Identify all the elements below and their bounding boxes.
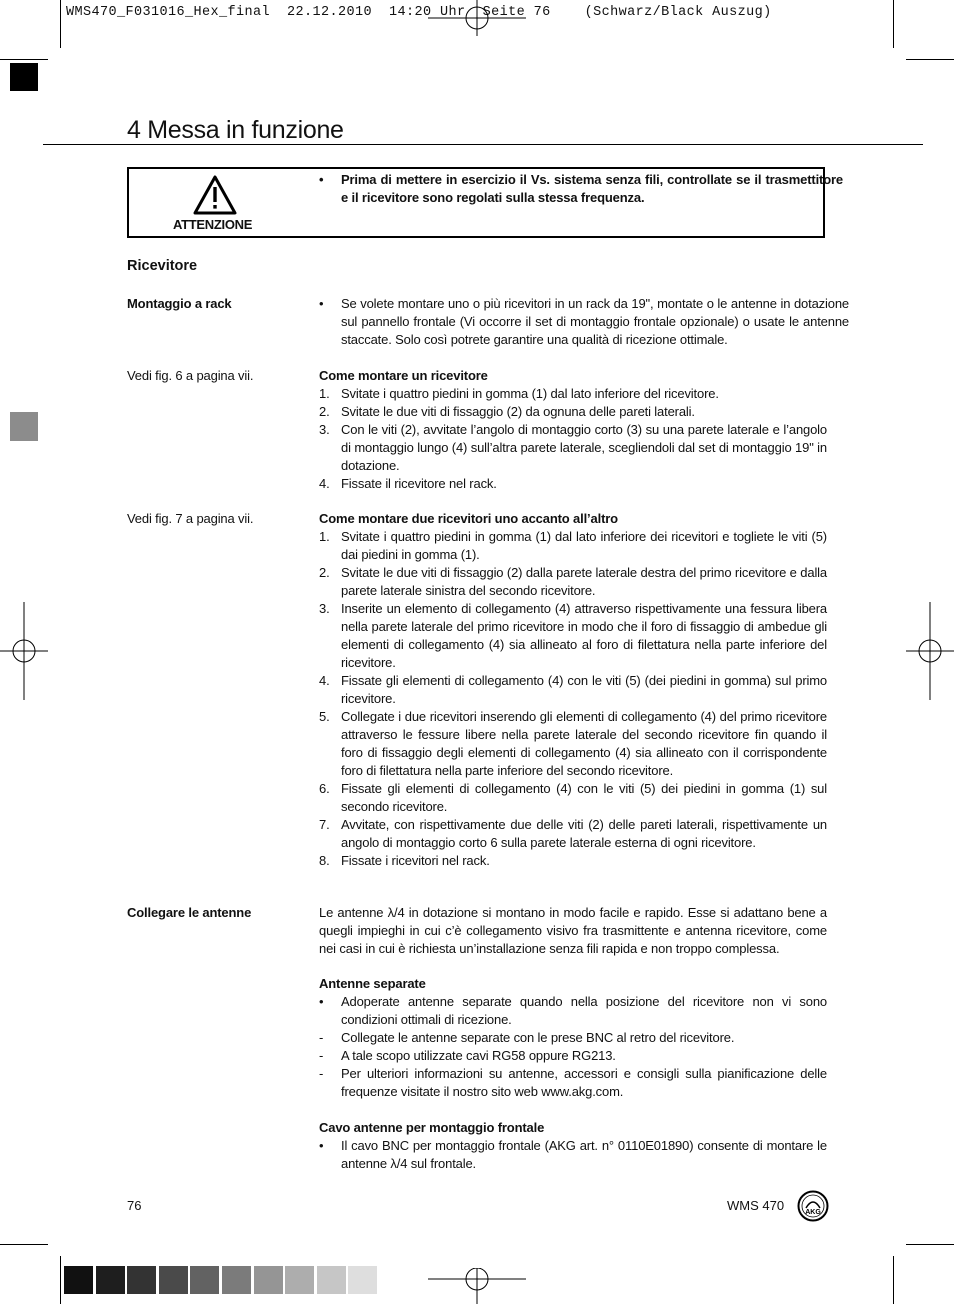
color-swatch [64, 1266, 93, 1294]
rack-bullet [319, 295, 849, 349]
thumb-tab-gray [10, 412, 38, 441]
model-name: WMS 470 [727, 1198, 785, 1213]
separate-antennas-heading: Antenne separate [319, 976, 426, 991]
registration-mark-bottom [428, 1268, 526, 1304]
list-item-text: Avvitate, con rispettivamente due delle viti (2) delle pareti laterali, rispettivamente un angolo di montaggio corto 6 sulla parete laterale esterna di ogni ricevitore. [341, 817, 827, 850]
list-marker: 4. [319, 476, 330, 491]
list-marker: 1. [319, 529, 330, 544]
list-marker: 2. [319, 404, 330, 419]
side-label-rack: Montaggio a rack [127, 296, 232, 311]
thumb-tab-black [10, 63, 38, 91]
side-label-antennas: Collegare le antenne [127, 905, 252, 920]
crop-mark [60, 0, 61, 48]
list-marker: - [319, 1066, 324, 1081]
list-marker: 6. [319, 781, 330, 796]
list-item-text: A tale scopo utilizzate cavi RG58 oppure RG213. [341, 1048, 616, 1063]
color-swatch [348, 1266, 377, 1294]
one-receiver-block [319, 367, 827, 493]
list-item-text: Fissate gli elementi di collegamento (4) con le viti (5) (dei piedini in gomma) sul primo ricevitore. [341, 673, 827, 706]
list-marker: 1. [319, 386, 330, 401]
step-item [319, 564, 827, 600]
color-swatch [254, 1266, 283, 1294]
list-item-text: Inserite un elemento di collegamento (4) attraverso rispettivamente una fessura libera nella parete laterale del primo ricevitore in modo che il foro di fissaggio di ambedue gli elementi di collegamento (4) sia allineato al foro di filettatura nella parte inferiore del ricevitore. [341, 601, 827, 670]
page-number: 76 [127, 1198, 142, 1213]
list-item-text: Per ulteriori informazioni su antenne, accessori e consigli sulla pianificazione delle frequenze visitate il nostro sito web www.akg.com. [341, 1066, 827, 1099]
page-title: 4 Messa in funzione [127, 116, 344, 144]
list-item-text: Collegate le antenne separate con le prese BNC al retro del ricevitore. [341, 1030, 735, 1045]
color-swatch [190, 1266, 219, 1294]
step-item [319, 528, 827, 564]
color-swatch [317, 1266, 346, 1294]
list-item-text: Fissate i ricevitori nel rack. [341, 853, 490, 868]
rack-text: Se volete montare uno o più ricevitori in un rack da 19", montate o le antenne in dotazione sul pannello frontale (Vi occorre il set di montaggio frontale opzionale) o usate le antenne staccate. Solo così potrete garantire una qualità di ricezione ottimale. [341, 296, 849, 347]
steps-list [319, 528, 827, 870]
section-heading: Ricevitore [127, 258, 198, 274]
list-marker: 4. [319, 673, 330, 688]
front-cable-bullet [319, 1137, 827, 1173]
color-swatch [222, 1266, 251, 1294]
bullet-marker: • [319, 994, 324, 1009]
crop-mark [893, 1256, 894, 1304]
list-marker: - [319, 1048, 324, 1063]
side-label-fig6: Vedi fig. 6 a pagina vii. [127, 368, 254, 383]
registration-mark-left [0, 602, 48, 700]
list-item-text: Svitate le due viti di fissaggio (2) da ognuna delle pareti laterali. [341, 404, 695, 419]
bullet-marker: • [319, 296, 324, 311]
dash-item [319, 1029, 827, 1047]
side-label-fig7: Vedi fig. 7 a pagina vii. [127, 511, 254, 526]
color-swatch [159, 1266, 188, 1294]
step-item [319, 816, 827, 852]
list-item-text: Svitate le due viti di fissaggio (2) dalla parete laterale destra del primo ricevitore e dalla parete laterale sinistra del secondo ricevitore. [341, 565, 827, 598]
step-item [319, 708, 827, 780]
registration-mark-right [906, 602, 954, 700]
color-swatch [96, 1266, 125, 1294]
list-item-text: Fissate il ricevitore nel rack. [341, 476, 497, 491]
list-marker: 3. [319, 601, 330, 616]
akg-logo-icon [797, 1190, 829, 1222]
steps-list [319, 385, 827, 493]
warning-label: ATTENZIONE [173, 217, 253, 232]
title-rule [43, 144, 923, 145]
two-receivers-heading: Come montare due ricevitori uno accanto all’altro [319, 511, 618, 526]
separate-antennas-text: Adoperate antenne separate quando nella posizione del ricevitore non vi sono condizioni ottimali di ricezione. [341, 994, 827, 1027]
list-marker: 3. [319, 422, 330, 437]
list-item-text: Svitate i quattro piedini in gomma (1) dal lato inferiore del ricevitore. [341, 386, 719, 401]
front-cable-text: Il cavo BNC per montaggio frontale (AKG art. n° 0110E01890) consente di montare le antenne λ/4 sul frontale. [341, 1138, 827, 1171]
crop-mark [906, 59, 954, 60]
svg-text:AKG: AKG [805, 1209, 821, 1216]
warning-text: Prima di mettere in esercizio il Vs. sistema senza fili, controllate se il trasmettitore e il ricevitore sono regolati sulla stessa frequenza. [341, 172, 843, 205]
crop-mark [893, 0, 894, 48]
bullet-marker: • [319, 1138, 324, 1153]
bullet-marker: • [319, 172, 324, 187]
list-item-text: Con le viti (2), avvitate l’angolo di montaggio corto (3) su una parete laterale e l’angolo di montaggio lungo (4) sull’altra parete laterale, scegliendoli dal set di montaggio 19" in dotazione. [341, 422, 827, 473]
crop-mark [0, 1244, 48, 1245]
list-marker: - [319, 1030, 324, 1045]
dash-item [319, 1047, 827, 1065]
separate-antennas-bullet [319, 993, 827, 1029]
dash-item [319, 1065, 827, 1101]
front-cable-heading: Cavo antenne per montaggio frontale [319, 1120, 545, 1135]
crop-mark [906, 1244, 954, 1245]
slug-line: WMS470_F031016_Hex_final 22.12.2010 14:20 Uhr Seite 76 (Schwarz/Black Auszug) [66, 5, 772, 20]
antenna-intro: Le antenne λ/4 in dotazione si montano in modo facile e rapido. Esse si adattano bene a quegli impieghi in cui c’è collegamento visivo fra trasmittente e antenna ricevitore, come nei casi in cui è richiesta un’installazione senza fili rapida e non troppo complessa. [319, 905, 827, 956]
step-item [319, 475, 827, 493]
step-item [319, 421, 827, 475]
list-item-text: Collegate i due ricevitori inserendo gli elementi di collegamento (4) del primo ricevitore attraverso le fessure libere nella parete laterale del secondo ricevitore fin quando il foro di fissaggio degli elementi di collegamento (4) sia allineato con il corrispondente foro di filettatura nella parte inferiore del secondo ricevitore. [341, 709, 827, 778]
list-marker: 5. [319, 709, 330, 724]
list-item-text: Fissate gli elementi di collegamento (4) con le viti (5) dei piedini in gomma (1) sul secondo ricevitore. [341, 781, 827, 814]
step-item [319, 403, 827, 421]
list-item-text: Svitate i quattro piedini in gomma (1) dal lato inferiore dei ricevitori e togliete le viti (5) dai piedini in gomma (1). [341, 529, 827, 562]
step-item [319, 852, 827, 870]
list-marker: 8. [319, 853, 330, 868]
warning-box [127, 167, 843, 238]
crop-mark [0, 59, 48, 60]
warning-bullet [319, 171, 843, 207]
dash-list [319, 1029, 827, 1101]
step-item [319, 672, 827, 708]
list-marker: 7. [319, 817, 330, 832]
antenna-block [319, 904, 827, 1173]
list-marker: 2. [319, 565, 330, 580]
akg-logo [797, 1190, 829, 1222]
step-item [319, 780, 827, 816]
two-receivers-block [319, 510, 827, 870]
registration-mark-top [428, 0, 526, 36]
crop-mark [60, 1256, 61, 1304]
step-item [319, 600, 827, 672]
step-item [319, 385, 827, 403]
color-swatch [127, 1266, 156, 1294]
one-receiver-heading: Come montare un ricevitore [319, 368, 488, 383]
color-swatch [285, 1266, 314, 1294]
warning-triangle-icon [193, 175, 237, 215]
